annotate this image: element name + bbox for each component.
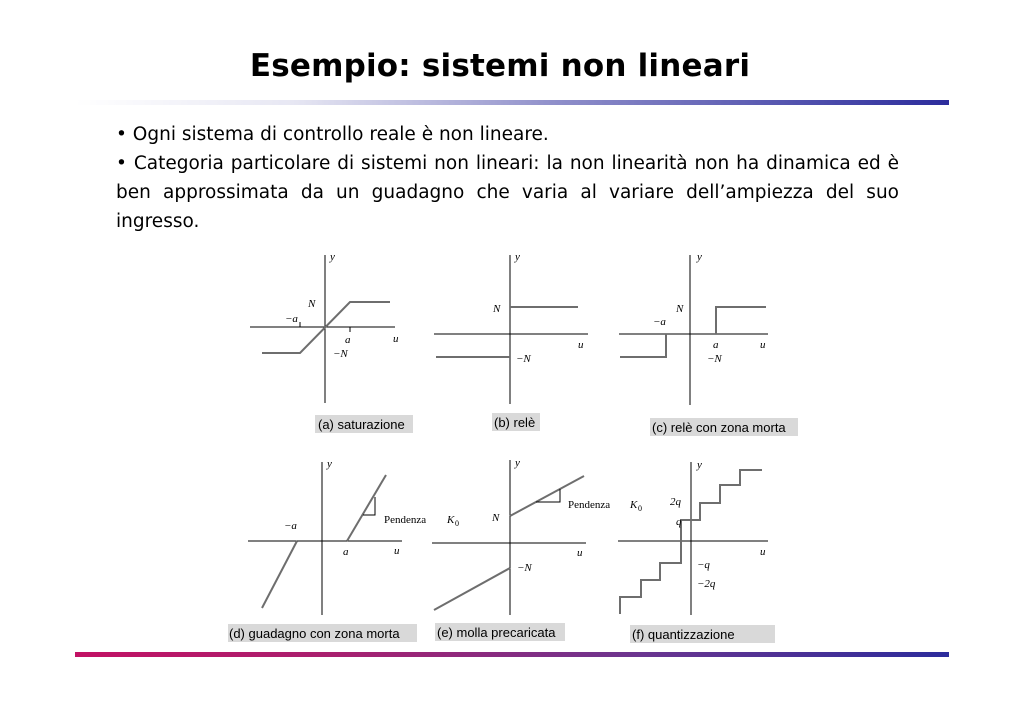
label-N: N <box>676 303 684 315</box>
label-K: K <box>630 499 638 511</box>
axis-label-u: u <box>577 547 583 559</box>
footer-rule <box>75 652 949 657</box>
label-a: a <box>345 334 351 346</box>
bullet-text: Ogni sistema di controllo reale è non lineare. <box>132 124 549 145</box>
spring-lower <box>434 568 510 610</box>
axis-label-y: y <box>515 251 520 263</box>
panel-relay <box>434 251 588 431</box>
label-pendenza: Pendenza <box>384 514 427 526</box>
quantization-staircase-positive <box>681 470 762 541</box>
axis-label-u: u <box>578 339 584 351</box>
label-K-subscript: 0 <box>638 504 642 513</box>
axis-label-u: u <box>760 546 766 558</box>
label-N: N <box>308 298 316 310</box>
label-minus-N: −N <box>333 348 348 360</box>
label-minus-q: −q <box>697 559 710 571</box>
axis-label-u: u <box>393 333 399 345</box>
label-q: q <box>676 516 682 528</box>
panel-relay-deadzone <box>619 251 798 436</box>
panel-gain-deadzone <box>228 458 459 642</box>
axis-label-y: y <box>697 459 702 471</box>
caption-preloaded-spring: (e) molla precaricata <box>437 625 556 640</box>
axis-label-y: y <box>515 457 520 469</box>
bullet-item: • Categoria particolare di sistemi non lineari: la non linearità non ha dinamica ed è ben approssimata da un guadagno che varia al variare dell’ampiezza del suo ingresso. <box>116 153 899 232</box>
label-pendenza: Pendenza <box>568 499 611 511</box>
panel-quantization <box>618 459 775 643</box>
nonlinearity-figures <box>228 245 808 650</box>
relay-deadzone-lower <box>620 334 666 357</box>
label-K-subscript: 0 <box>455 519 459 528</box>
label-a: a <box>343 546 349 558</box>
quantization-staircase-negative <box>620 541 681 614</box>
label-a: a <box>713 339 719 351</box>
axis-label-u: u <box>394 545 400 557</box>
label-minus-N: −N <box>516 353 531 365</box>
bullet-item: • Ogni sistema di controllo reale è non lineare. <box>116 124 549 145</box>
caption-gain-deadzone: (d) guadagno con zona morta <box>229 626 400 641</box>
caption-quantization: (f) quantizzazione <box>632 627 735 642</box>
axis-label-y: y <box>330 251 335 263</box>
bullet-text: Categoria particolare di sistemi non lineari: la non linearità non ha dinamica ed è ben approssimata da un guadagno che varia al variare dell’ampiezza del suo ingresso. <box>116 153 899 232</box>
panel-preloaded-spring <box>432 457 642 641</box>
slide-title: Esempio: sistemi non lineari <box>249 48 751 84</box>
relay-deadzone-upper <box>716 307 766 334</box>
label-minus-a: −a <box>284 520 297 532</box>
title-underline <box>75 100 949 105</box>
label-minus-N: −N <box>707 353 722 365</box>
caption-relay-deadzone: (c) relè con zona morta <box>652 420 786 435</box>
gain-deadzone-right <box>347 475 386 541</box>
axis-label-u: u <box>760 339 766 351</box>
caption-saturation: (a) saturazione <box>318 417 405 432</box>
label-minus-a: −a <box>653 316 666 328</box>
label-2q: 2q <box>670 496 681 508</box>
panel-saturation <box>250 251 413 433</box>
label-minus-a: −a <box>285 313 298 325</box>
label-N: N <box>493 303 501 315</box>
caption-relay: (b) relè <box>494 415 536 430</box>
slide-body <box>116 120 899 236</box>
label-minus-2q: −2q <box>697 578 716 590</box>
label-minus-N: −N <box>517 562 532 574</box>
axis-label-y: y <box>697 251 702 263</box>
label-N: N <box>492 512 500 524</box>
axis-label-y: y <box>327 458 332 470</box>
label-K: K <box>447 514 455 526</box>
gain-deadzone-left <box>262 541 297 608</box>
